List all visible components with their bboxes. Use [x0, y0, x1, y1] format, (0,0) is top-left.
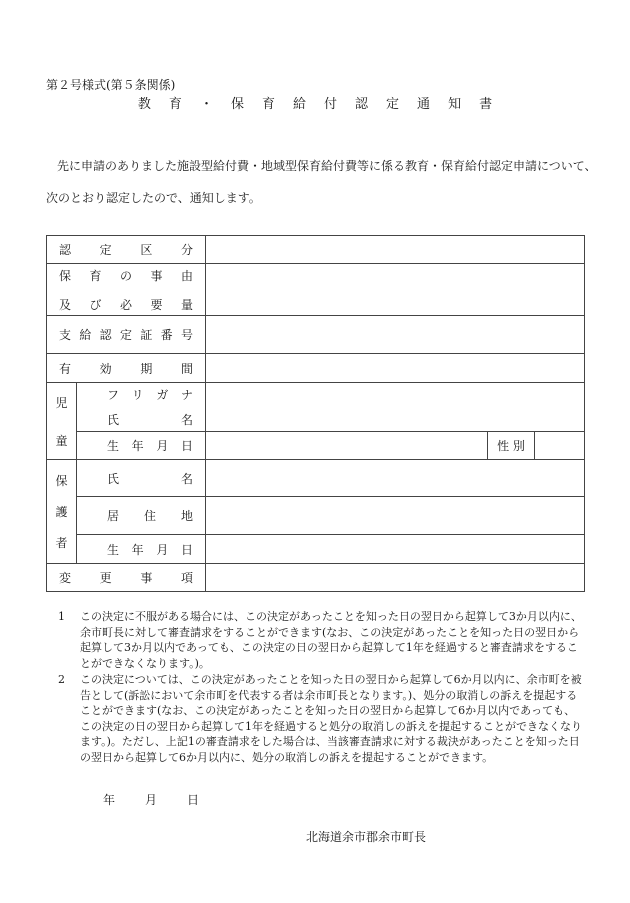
label-char: 日 — [187, 793, 200, 807]
label-char: フ — [107, 387, 120, 402]
label-char: 年 — [131, 438, 144, 453]
label-child-furigana-name — [77, 383, 206, 432]
label-char: 要 — [150, 297, 163, 312]
label-char: 氏 — [107, 412, 120, 427]
label-char: 分 — [180, 243, 193, 257]
label-char: 有 — [59, 361, 72, 376]
label-char: 名 — [180, 412, 193, 427]
label-char: 事 — [150, 268, 163, 283]
label-char: 給 — [292, 97, 306, 112]
label-char: 期 — [140, 361, 153, 376]
label-char: 住 — [143, 509, 156, 523]
label-char: 生 — [107, 438, 120, 453]
label-char: 月 — [145, 793, 158, 807]
note-number: 1 — [58, 610, 65, 623]
label-char: 保 — [55, 474, 68, 489]
form-number-label: 第２号様式(第５条関係) — [46, 78, 176, 92]
label-char: 必 — [119, 297, 132, 312]
label-changes — [47, 564, 206, 592]
label-char: 号 — [180, 328, 193, 342]
value-guardian-name[interactable] — [206, 460, 585, 497]
value-guardian-birthdate[interactable] — [206, 535, 585, 564]
label-char: 育 — [168, 97, 182, 112]
label-char: 教 — [137, 97, 151, 112]
label-char: ナ — [180, 387, 193, 402]
label-char: 保 — [59, 268, 72, 283]
label-char: 項 — [180, 571, 193, 585]
label-char: 居 — [107, 509, 120, 523]
note-number: 2 — [58, 673, 65, 686]
value-valid-period[interactable] — [206, 354, 585, 383]
note-text: この決定に不服がある場合には、この決定があったことを知った日の翌日から起算して3か月以内に、余市町長に対して審査請求をすることができます(なお、この決定があったことを知った日の翌日から起算して3か月以内であっても、この決定の日の翌日から起算して1年を経過すると審査請求をすることができなくなります。)。 — [80, 610, 582, 670]
label-char: 認 — [59, 243, 72, 257]
label-char: 更 — [99, 571, 112, 585]
label-child-birthdate — [77, 431, 206, 459]
label-char: 保 — [230, 97, 244, 112]
note-text: この決定については、この決定があったことを知った日の翌日から起算して6か月以内に、余市町を被告として(訴訟において余市町を代表する者は余市町長となります。)、処分の取消しの訴えを提起することができます(なお、この決定があったことを知った日の翌日から起算して6か月以内であっても、この決定の日の翌日から起算して1年を経過すると処分の取消しの訴えを提起することができなくなります。)。ただし、上記1の審査請求をした場合は、当該審査請求に対する裁決があったことを知った日の翌日から起算して6か月以内に、処分の取消しの訴えを提起することができます。 — [80, 673, 582, 764]
label-char: 日 — [180, 542, 193, 557]
label-char: 及 — [59, 297, 72, 312]
value-certification-category[interactable] — [206, 236, 585, 264]
label-char: 効 — [99, 361, 112, 376]
label-char: 者 — [55, 535, 68, 550]
label-char: 月 — [156, 542, 169, 557]
issue-date — [103, 791, 229, 808]
label-char: 日 — [180, 438, 193, 453]
label-char: 知 — [448, 97, 462, 112]
label-char: 名 — [180, 471, 193, 486]
label-char: 書 — [479, 97, 493, 112]
label-char: 童 — [55, 433, 68, 448]
label-char: 定 — [386, 97, 400, 112]
label-char: 認 — [355, 97, 369, 112]
label-char: 量 — [180, 297, 193, 312]
label-char: び — [89, 297, 102, 312]
label-char: 番 — [160, 328, 173, 342]
label-char: 育 — [261, 97, 275, 112]
label-char: 年 — [103, 793, 116, 807]
label-char: 定 — [119, 328, 132, 342]
document-title — [0, 93, 630, 112]
label-char: 支 — [59, 328, 72, 342]
value-sex[interactable] — [535, 431, 585, 459]
certification-table — [46, 235, 585, 592]
value-certificate-number[interactable] — [206, 316, 585, 354]
notes-section — [46, 609, 584, 766]
label-char: 月 — [156, 438, 169, 453]
label-certification-category — [47, 236, 206, 264]
intro-line-1: 先に申請のありました施設型給付費・地域型保育給付費等に係る教育・保育給付認定申請について、 — [57, 159, 597, 173]
intro-line-2: 次のとおり認定したので、通知します。 — [46, 191, 261, 205]
label-char: 氏 — [107, 471, 120, 486]
label-char: 由 — [180, 268, 193, 283]
label-char: 定 — [99, 243, 112, 257]
label-childcare-reason — [47, 264, 206, 316]
label-char: 事 — [140, 571, 153, 585]
label-char: リ — [131, 387, 144, 402]
label-char: ・ — [199, 97, 213, 112]
value-changes[interactable] — [206, 564, 585, 592]
label-guardian-address — [77, 497, 206, 535]
label-sex: 性 別 — [488, 431, 535, 459]
label-char: の — [119, 268, 132, 283]
label-guardian-birthdate — [77, 535, 206, 564]
label-char: 生 — [107, 542, 120, 557]
value-child-name[interactable] — [206, 383, 585, 432]
label-guardian-name — [77, 460, 206, 497]
label-char: 地 — [180, 509, 193, 523]
label-char: 付 — [324, 97, 338, 112]
label-child-group — [47, 383, 77, 460]
value-child-birthdate[interactable] — [206, 431, 488, 459]
label-char: 区 — [140, 243, 153, 257]
label-char: 認 — [99, 328, 112, 342]
issuer-name: 北海道余市郡余市町長 — [306, 830, 427, 844]
note-item — [46, 609, 584, 671]
label-guardian-group — [47, 460, 77, 564]
label-char: 間 — [180, 361, 193, 376]
label-char: 育 — [89, 268, 102, 283]
label-char: 護 — [55, 504, 68, 519]
value-childcare-reason[interactable] — [206, 264, 585, 316]
value-guardian-address[interactable] — [206, 497, 585, 535]
label-char: ガ — [156, 387, 169, 402]
note-item — [46, 672, 584, 765]
label-valid-period — [47, 354, 206, 383]
label-certificate-number — [47, 316, 206, 354]
label-char: 変 — [59, 571, 72, 585]
label-char: 給 — [79, 328, 92, 342]
label-char: 年 — [131, 542, 144, 557]
label-char: 証 — [140, 328, 153, 342]
label-char: 通 — [417, 97, 431, 112]
label-char: 児 — [55, 395, 68, 410]
